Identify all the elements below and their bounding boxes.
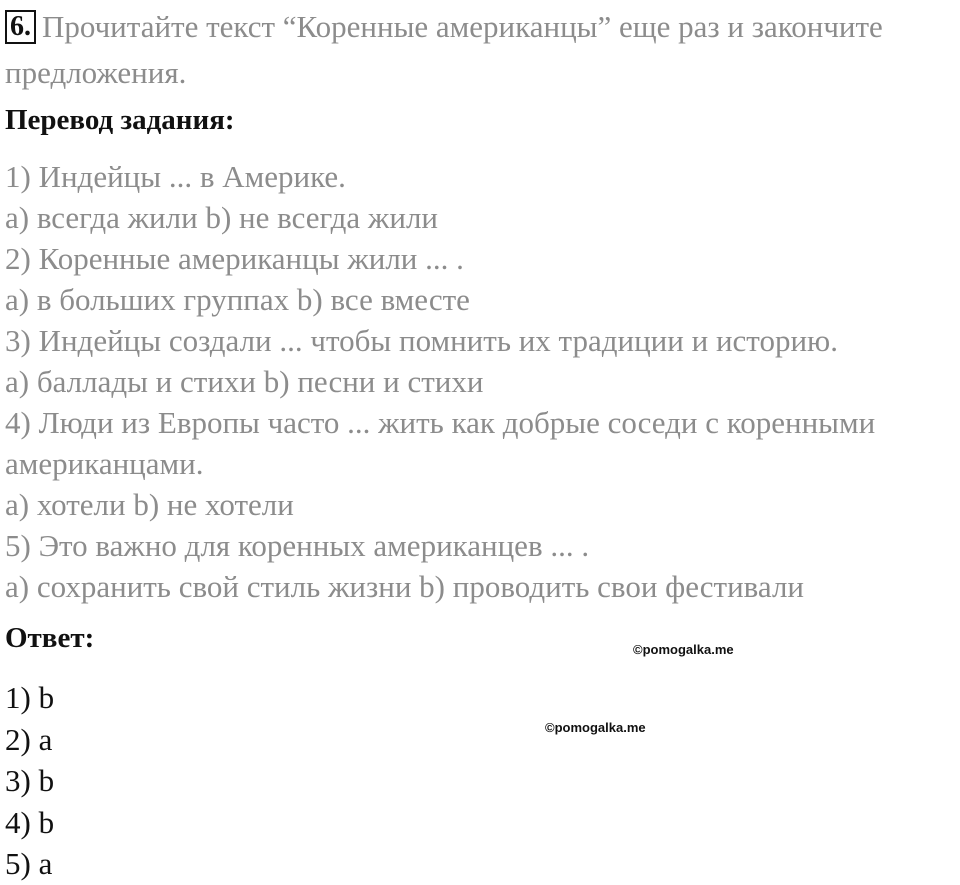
watermark: ©pomogalka.me	[545, 720, 646, 735]
answer-item: 2) a	[5, 721, 53, 757]
answer-item: 5) a	[5, 846, 53, 881]
task-number: 6.	[5, 10, 36, 44]
translation-heading: Перевод задания:	[5, 104, 235, 136]
translation-lines	[5, 156, 955, 607]
answer-item: 4) b	[5, 804, 55, 840]
answer-item: 3) b	[5, 763, 55, 798]
options-line: a) всегда жили b) не всегда жили	[5, 200, 439, 235]
answer-item: 1) b	[5, 680, 55, 715]
question-line: 1) Индейцы ... в Америке.	[5, 159, 346, 194]
options-line: a) баллады и стихи b) песни и стихи	[5, 364, 484, 399]
answer-list	[5, 677, 54, 885]
question-line: 5) Это важно для коренных американцев ... .	[5, 528, 590, 563]
options-line: a) сохранить свой стиль жизни b) проводить свои фестивали	[5, 569, 805, 604]
options-line: a) в больших группах b) все вместе	[5, 282, 470, 317]
question-line: 2) Коренные американцы жили ... .	[5, 241, 464, 276]
task-instruction-block	[5, 4, 955, 96]
task-instruction: Прочитайте текст “Коренные американцы” еще раз и закончите предложения.	[5, 9, 883, 90]
question-line: 3) Индейцы создали ... чтобы помнить их традиции и историю.	[5, 323, 838, 358]
options-line: a) хотели b) не хотели	[5, 487, 294, 522]
watermark: ©pomogalka.me	[633, 642, 734, 657]
question-line: 4) Люди из Европы часто ... жить как добрые соседи с коренными американцами.	[5, 405, 876, 481]
answer-heading: Ответ:	[5, 622, 95, 654]
